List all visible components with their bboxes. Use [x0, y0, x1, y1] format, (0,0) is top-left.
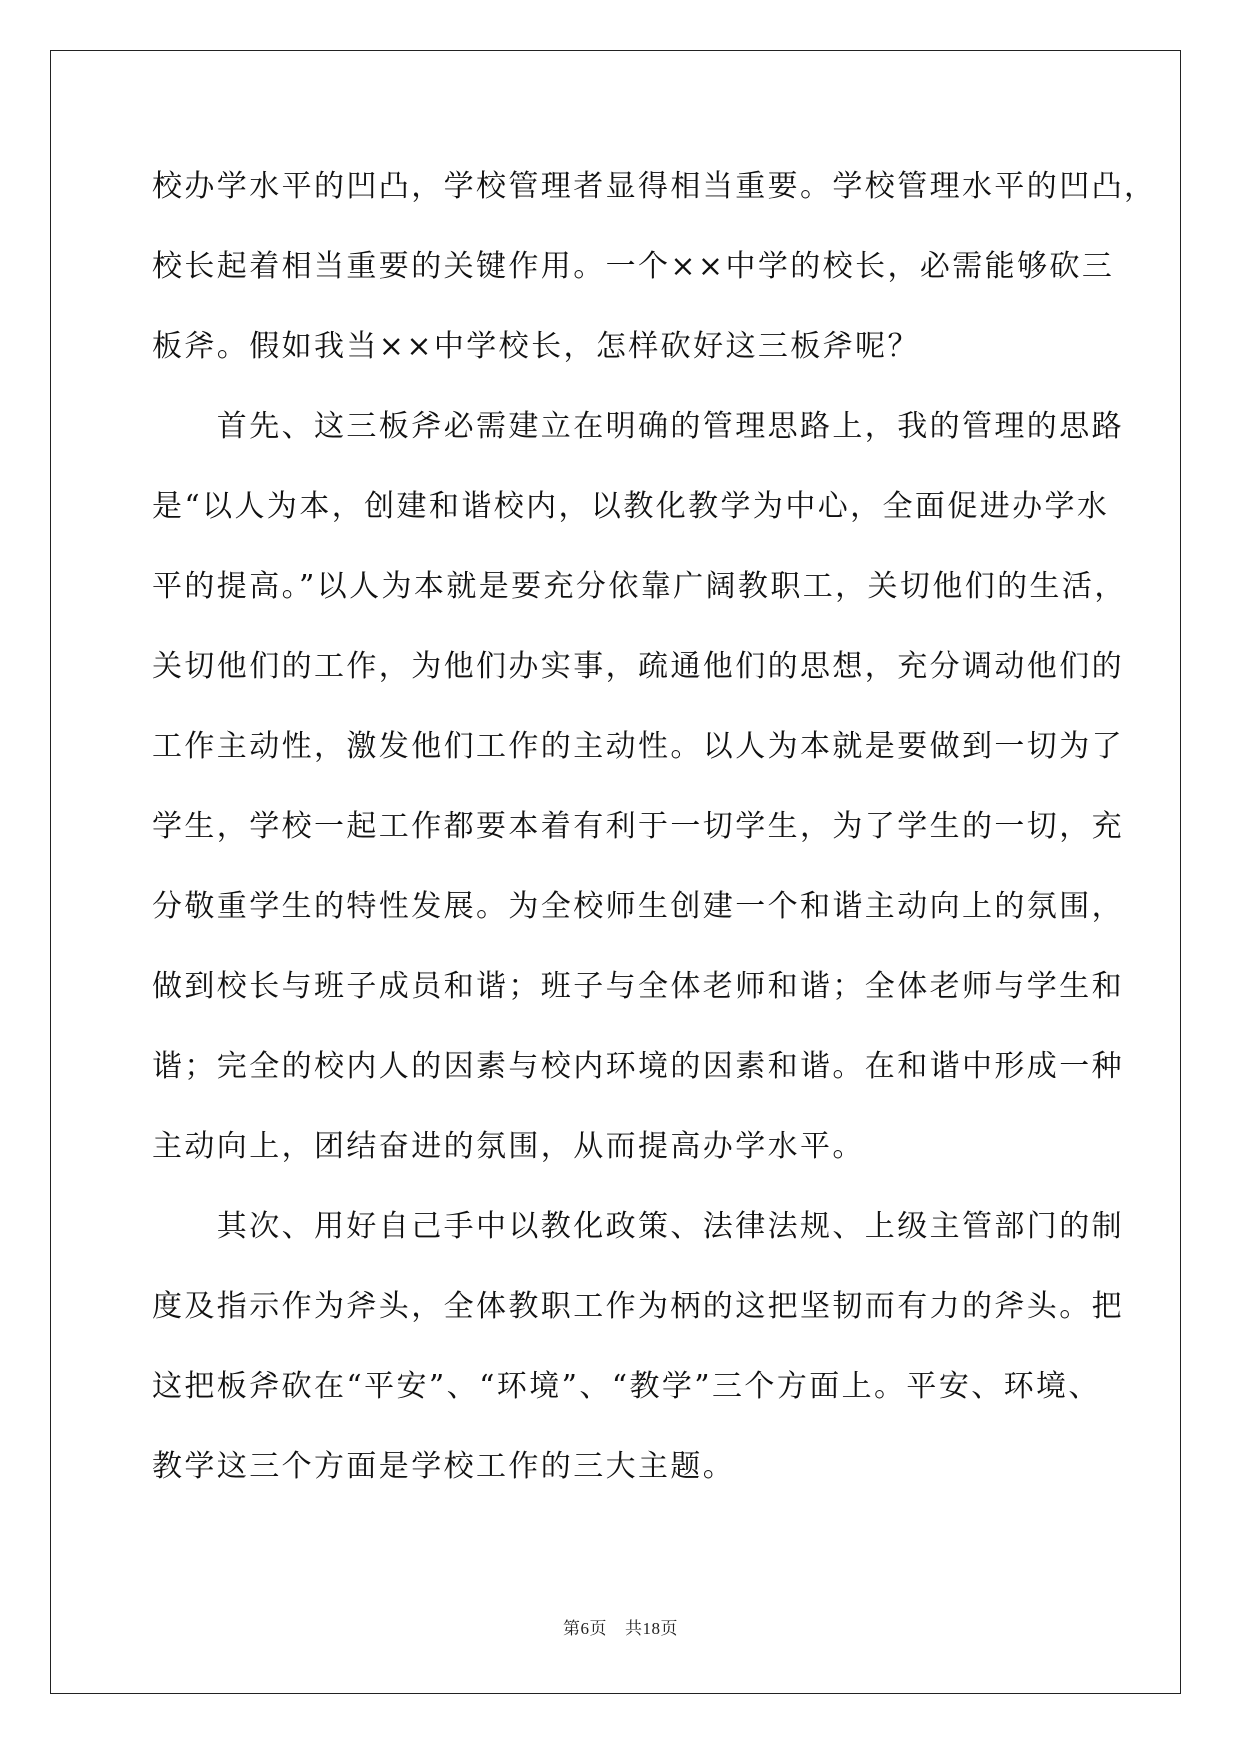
text-line: 教学这三个方面是学校工作的三大主题。 [152, 1449, 736, 1484]
footer-page-suffix: 页 [589, 1619, 607, 1638]
footer-prefix: 第 [563, 1619, 581, 1638]
text-line: 关切他们的工作，为他们办实事，疏通他们的思想，充分调动他们的 [152, 649, 1124, 684]
text-line: 做到校长与班子成员和谐；班子与全体老师和谐；全体老师与学生和 [152, 969, 1124, 1004]
text-line: 工作主动性，激发他们工作的主动性。以人为本就是要做到一切为了 [152, 729, 1124, 764]
text-line: 首先、这三板斧必需建立在明确的管理思路上，我的管理的思路 [152, 409, 1124, 444]
text-line: 度及指示作为斧头，全体教职工作为柄的这把坚韧而有力的斧头。把 [152, 1289, 1124, 1324]
text-line: 这把板斧砍在“平安”、“环境”、“教学”三个方面上。平安、环境、 [152, 1369, 1101, 1404]
text-line: 校长起着相当重要的关键作用。一个××中学的校长，必需能够砍三 [152, 249, 1115, 284]
document-body [152, 159, 1157, 1519]
page-footer [0, 1614, 1241, 1639]
footer-total-suffix: 页 [660, 1619, 678, 1638]
text-line: 分敬重学生的特性发展。为全校师生创建一个和谐主动向上的氛围， [152, 889, 1124, 924]
text-line: 平的提高。”以人为本就是要充分依靠广阔教职工，关切他们的生活， [152, 569, 1127, 604]
total-page-count: 18 [642, 1619, 661, 1638]
current-page-number: 6 [580, 1619, 590, 1638]
text-line: 是“以人为本，创建和谐校内，以教化教学为中心，全面促进办学水 [152, 489, 1110, 524]
footer-total-prefix: 共 [625, 1619, 643, 1638]
text-line: 学生，学校一起工作都要本着有利于一切学生，为了学生的一切，充 [152, 809, 1124, 844]
text-line: 其次、用好自己手中以教化政策、法律法规、上级主管部门的制 [152, 1209, 1124, 1244]
text-line: 校办学水平的凹凸，学校管理者显得相当重要。学校管理水平的凹凸， [152, 169, 1157, 204]
text-line: 主动向上，团结奋进的氛围，从而提高办学水平。 [152, 1129, 865, 1164]
text-line: 谐；完全的校内人的因素与校内环境的因素和谐。在和谐中形成一种 [152, 1049, 1124, 1084]
text-line: 板斧。假如我当××中学校长，怎样砍好这三板斧呢？ [152, 329, 920, 364]
